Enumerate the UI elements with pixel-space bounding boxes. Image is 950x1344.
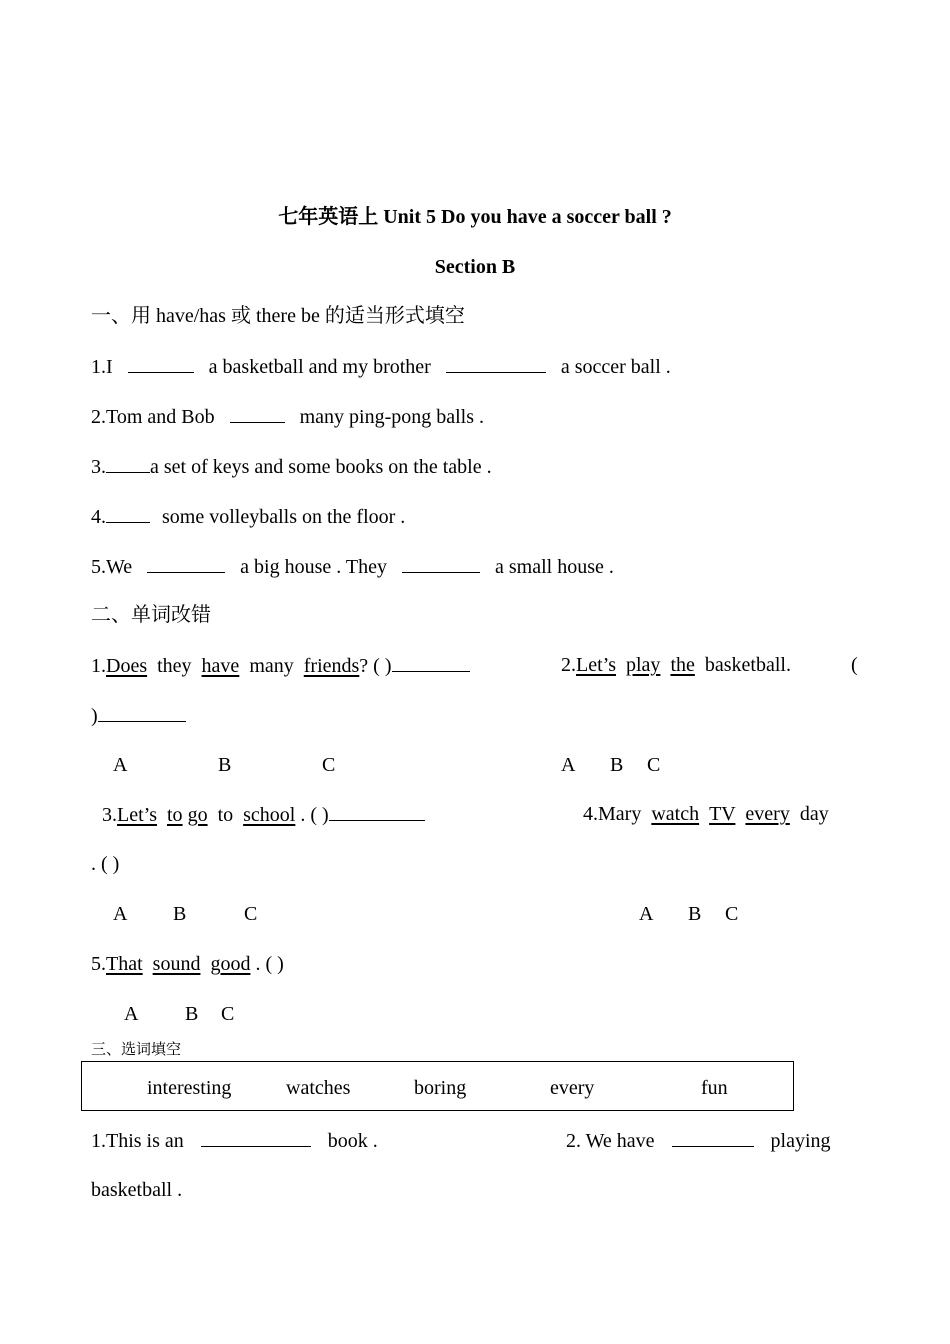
s2-q4-word-c: every xyxy=(745,803,790,825)
s3-q1-blank[interactable] xyxy=(201,1128,311,1147)
s2-q2-word-b: play xyxy=(626,654,661,676)
s2-q1-word-a: Does xyxy=(106,655,148,677)
s1-question-3 xyxy=(91,454,492,479)
s2-q1-word-b: have xyxy=(201,655,240,677)
s2-q2-answer xyxy=(91,703,186,728)
s3-q2-part-b: playing xyxy=(770,1130,831,1152)
section3-heading: 三、选词填空 xyxy=(91,1042,182,1058)
s2-q5-num: 5. xyxy=(91,953,106,975)
s2-q2-label-c: C xyxy=(647,754,661,776)
s2-q1-num: 1. xyxy=(91,655,106,677)
s2-q2-blank[interactable] xyxy=(98,703,186,722)
s2-q3-word-b: to xyxy=(167,804,183,826)
s1-q4-part-a: 4. xyxy=(91,506,106,528)
s2-q2-num: 2. xyxy=(561,654,576,676)
s1-q4-part-b: some volleyballs on the floor . xyxy=(162,506,406,528)
s2-q5-word-a: That xyxy=(106,953,143,975)
s2-question-1 xyxy=(91,653,470,678)
s2-q4-paren: . ( ) xyxy=(91,853,120,875)
s2-q3-blank[interactable] xyxy=(329,802,425,821)
s2-question-4 xyxy=(583,802,829,826)
s1-q2-part-b: many ping-pong balls . xyxy=(299,406,485,428)
s2-q1-word: they xyxy=(157,655,192,677)
s2-q3-label-b: B xyxy=(173,903,187,925)
s2-q3-num: 3. xyxy=(102,804,117,826)
s2-q5-label-b: B xyxy=(185,1003,199,1025)
s1-q1-blank-1[interactable] xyxy=(128,354,194,373)
s3-question-2 xyxy=(566,1128,831,1153)
word-bank-item: interesting xyxy=(147,1077,232,1099)
s2-q5-word-b: sound xyxy=(152,953,201,975)
s1-q3-part-b: a set of keys and some books on the table . xyxy=(150,456,492,478)
s3-q2-blank[interactable] xyxy=(672,1128,754,1147)
s2-q4-label-c: C xyxy=(725,903,739,925)
word-bank-item: boring xyxy=(414,1077,467,1099)
s1-q2-part-a: 2.Tom and Bob xyxy=(91,406,215,428)
s1-question-4 xyxy=(91,504,405,529)
s2-q2-word: basketball. xyxy=(704,654,791,676)
section-subtitle: Section B xyxy=(434,256,516,278)
s2-q2-paren-close: ) xyxy=(91,705,98,727)
s2-question-5 xyxy=(91,952,284,976)
s1-q3-blank[interactable] xyxy=(106,454,150,473)
section1-heading: 一、用 have/has 或 there be 的适当形式填空 xyxy=(91,305,465,327)
s2-q1-paren: ? ( ) xyxy=(359,655,392,677)
s3-question-1 xyxy=(91,1128,378,1153)
s2-q5-word-c: good xyxy=(210,953,251,975)
s2-q2-label-a: A xyxy=(561,754,576,776)
s2-q2-paren-open: ( xyxy=(851,654,858,676)
s2-q4-num: 4.Mary xyxy=(583,803,642,825)
s2-q5-paren: . ( ) xyxy=(250,953,284,975)
s2-q4-word-b: TV xyxy=(709,803,736,825)
s2-q4-label-b: B xyxy=(688,903,702,925)
s1-q2-blank[interactable] xyxy=(230,404,285,423)
s1-question-2 xyxy=(91,404,484,429)
s1-q4-blank[interactable] xyxy=(106,504,150,523)
word-bank-item: fun xyxy=(701,1077,728,1099)
s1-q5-part-c: a small house . xyxy=(494,556,614,578)
s1-q5-part-a: 5.We xyxy=(91,556,133,578)
s1-q1-blank-2[interactable] xyxy=(446,354,546,373)
s2-q1-word-c: friends xyxy=(303,655,360,677)
s1-question-5 xyxy=(91,554,614,579)
s3-q2-part-a: 2. We have xyxy=(566,1130,655,1152)
s2-q1-label-a: A xyxy=(113,754,128,776)
s2-q3-paren: . ( ) xyxy=(295,804,329,826)
s1-question-1 xyxy=(91,354,671,379)
word-bank-box xyxy=(81,1061,794,1111)
s2-q3-label-a: A xyxy=(113,903,128,925)
s2-question-2 xyxy=(561,653,791,677)
s2-q3-word-b2: go xyxy=(187,804,208,826)
s1-q5-blank-2[interactable] xyxy=(402,554,480,573)
s2-q5-label-a: A xyxy=(124,1003,139,1025)
s2-q1-label-b: B xyxy=(218,754,232,776)
s1-q5-blank-1[interactable] xyxy=(147,554,225,573)
s2-q3-word-a: Let’s xyxy=(117,804,157,826)
s2-q1-blank[interactable] xyxy=(392,653,470,672)
s3-q2-continuation: basketball . xyxy=(91,1179,183,1201)
s1-q5-part-b: a big house . They xyxy=(240,556,387,578)
s2-q4-label-a: A xyxy=(639,903,654,925)
s2-q2-label-b: B xyxy=(610,754,624,776)
word-bank-item: watches xyxy=(286,1077,351,1099)
s2-q2-word-a: Let’s xyxy=(576,654,616,676)
s2-q1-label-c: C xyxy=(322,754,336,776)
s3-q1-part-a: 1.This is an xyxy=(91,1130,184,1152)
word-bank-item: every xyxy=(550,1077,595,1099)
s2-question-3 xyxy=(102,802,425,827)
section2-heading: 二、单词改错 xyxy=(91,604,211,626)
s3-q1-part-b: book . xyxy=(327,1130,378,1152)
s1-q3-part-a: 3. xyxy=(91,456,106,478)
page-title: 七年英语上 Unit 5 Do you have a soccer ball ? xyxy=(278,206,672,228)
s2-q3-word: to xyxy=(217,804,234,826)
s1-q1-part-a: 1.I xyxy=(91,356,113,378)
s2-q4-word: day xyxy=(799,803,829,825)
s2-q1-word: many xyxy=(249,655,294,677)
s1-q1-part-b: a basketball and my brother xyxy=(208,356,431,378)
s2-q3-label-c: C xyxy=(244,903,258,925)
s2-q5-label-c: C xyxy=(221,1003,235,1025)
s2-q2-word-c: the xyxy=(670,654,695,676)
s2-q4-word-a: watch xyxy=(651,803,700,825)
s1-q1-part-c: a soccer ball . xyxy=(560,356,671,378)
s2-q3-word-c: school xyxy=(243,804,296,826)
